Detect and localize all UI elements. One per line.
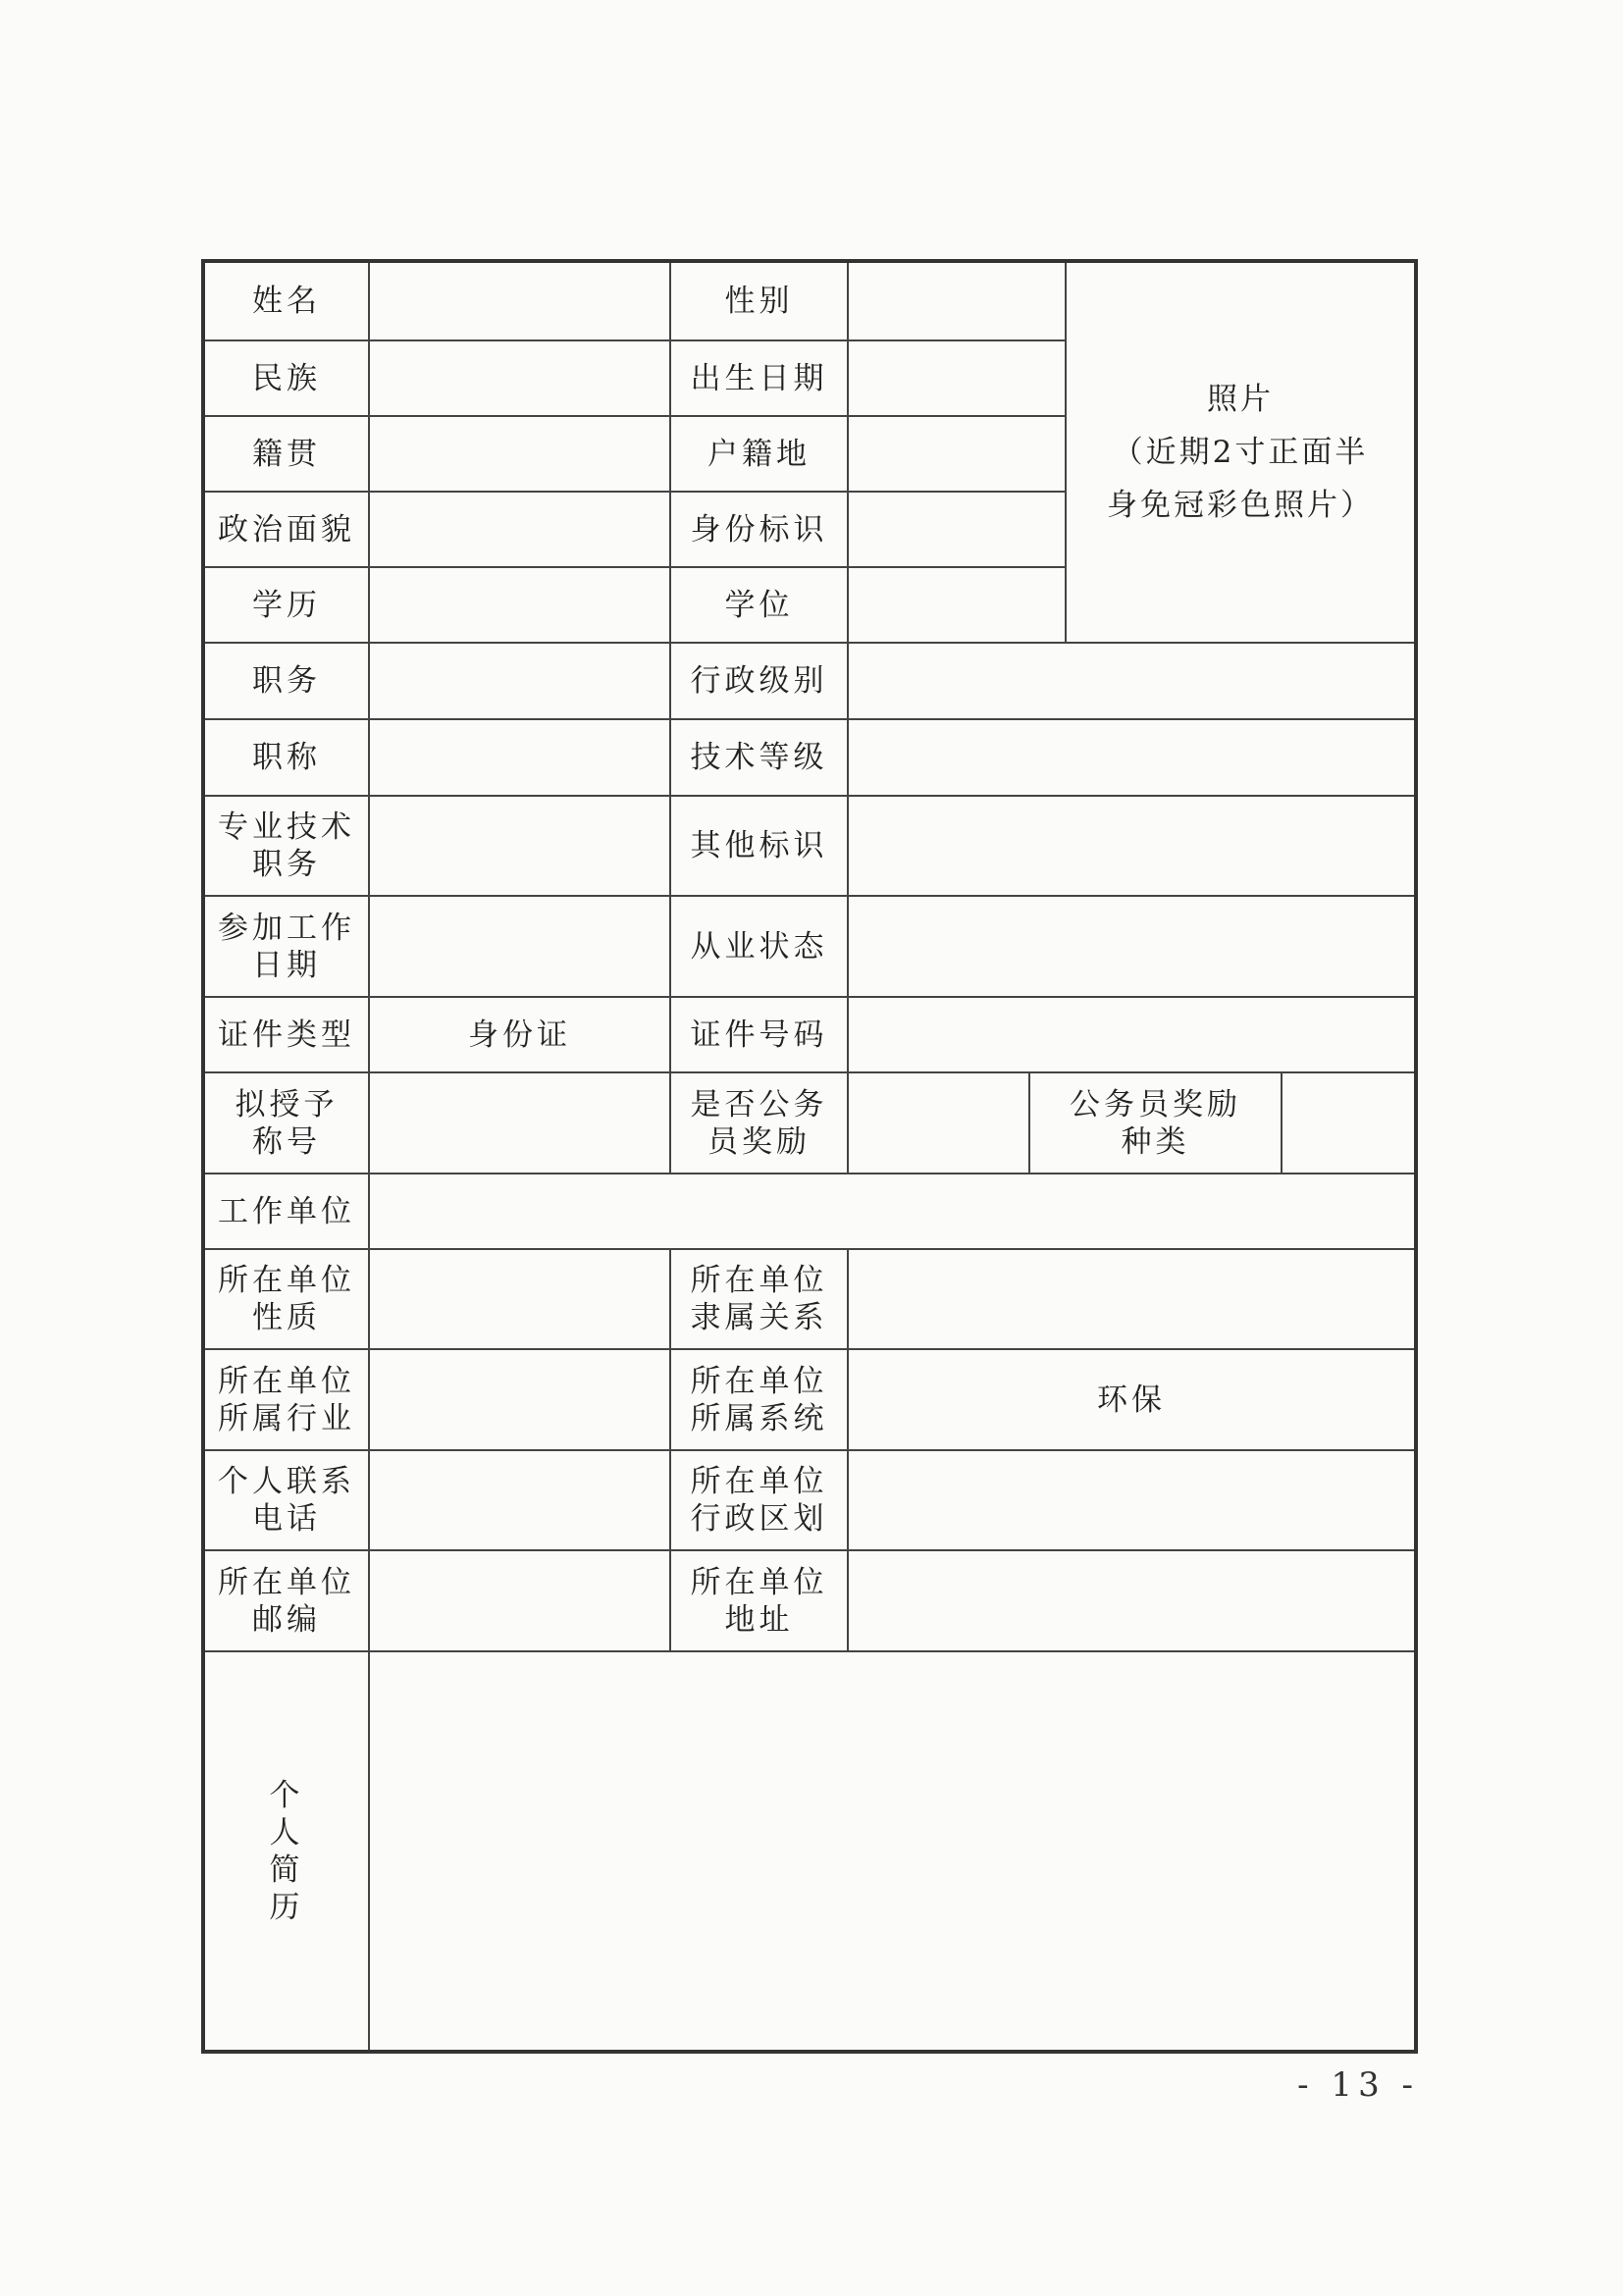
unit-nature-line1: 所在单位 <box>218 1263 355 1298</box>
ethnicity-field[interactable] <box>369 340 670 416</box>
birth-date-field[interactable] <box>848 340 1066 416</box>
name-label: 姓名 <box>205 263 369 340</box>
unit-region-label <box>670 1450 848 1550</box>
work-unit-label: 工作单位 <box>205 1174 369 1249</box>
resume-char-1: 个 <box>269 1777 304 1813</box>
resume-label <box>205 1651 369 2050</box>
unit-postcode-field[interactable] <box>369 1550 670 1651</box>
degree-label: 学位 <box>670 567 848 643</box>
civil-award-field[interactable] <box>848 1072 1029 1174</box>
unit-industry-line1: 所在单位 <box>218 1363 355 1399</box>
phone-label <box>205 1450 369 1550</box>
title-field[interactable] <box>369 719 670 796</box>
household-label: 户籍地 <box>670 416 848 492</box>
photo-title: 照片 <box>1207 382 1274 417</box>
identity-mark-label: 身份标识 <box>670 492 848 567</box>
native-place-label: 籍贯 <box>205 416 369 492</box>
id-type-label: 证件类型 <box>205 997 369 1072</box>
native-place-field[interactable] <box>369 416 670 492</box>
other-mark-label: 其他标识 <box>670 796 848 896</box>
honor-title-line2: 称号 <box>252 1123 321 1160</box>
honor-title-line1: 拟授予 <box>235 1086 339 1122</box>
household-field[interactable] <box>848 416 1066 492</box>
unit-address-line2: 地址 <box>724 1601 794 1638</box>
unit-system-line1: 所在单位 <box>690 1363 828 1399</box>
pro-tech-position-line1: 专业技术 <box>218 809 355 845</box>
work-start-label <box>205 896 369 997</box>
other-mark-field[interactable] <box>848 796 1414 896</box>
unit-address-field[interactable] <box>848 1550 1414 1651</box>
resume-char-2: 人 <box>269 1814 304 1851</box>
tech-grade-label: 技术等级 <box>670 719 848 796</box>
civil-award-kind-label <box>1029 1072 1282 1174</box>
resume-char-3: 简 <box>269 1852 304 1888</box>
unit-region-field[interactable] <box>848 1450 1414 1550</box>
degree-field[interactable] <box>848 567 1066 643</box>
unit-system-line2: 所属系统 <box>690 1400 828 1436</box>
civil-award-kind-line2: 种类 <box>1121 1123 1190 1160</box>
page-number: - 13 - <box>1297 2065 1419 2105</box>
pro-tech-position-line2: 职务 <box>252 847 321 882</box>
phone-line2: 电话 <box>252 1501 321 1537</box>
identity-mark-field[interactable] <box>848 492 1066 567</box>
unit-nature-field[interactable] <box>369 1249 670 1349</box>
photo-box[interactable] <box>1066 263 1414 643</box>
unit-nature-line2: 性质 <box>252 1300 321 1335</box>
unit-affiliation-field[interactable] <box>848 1249 1414 1349</box>
unit-affiliation-label <box>670 1249 848 1349</box>
unit-region-line1: 所在单位 <box>690 1464 828 1499</box>
work-start-line1: 参加工作 <box>218 910 355 946</box>
position-label: 职务 <box>205 643 369 719</box>
unit-affiliation-line2: 隶属关系 <box>690 1300 828 1335</box>
gender-field[interactable] <box>848 263 1066 340</box>
unit-region-line2: 行政区划 <box>690 1501 828 1537</box>
position-field[interactable] <box>369 643 670 719</box>
unit-system-field[interactable]: 环保 <box>848 1349 1414 1450</box>
unit-industry-label <box>205 1349 369 1450</box>
registration-form <box>201 259 1418 2054</box>
unit-industry-field[interactable] <box>369 1349 670 1450</box>
name-field[interactable] <box>369 263 670 340</box>
resume-char-4: 历 <box>269 1889 304 1925</box>
unit-postcode-line1: 所在单位 <box>218 1564 355 1600</box>
pro-tech-position-label <box>205 796 369 896</box>
unit-postcode-label <box>205 1550 369 1651</box>
unit-nature-label <box>205 1249 369 1349</box>
civil-award-label <box>670 1072 848 1174</box>
unit-system-label <box>670 1349 848 1450</box>
civil-award-line1: 是否公务 <box>690 1086 828 1122</box>
unit-postcode-line2: 邮编 <box>252 1601 321 1638</box>
resume-field[interactable] <box>369 1651 1414 2050</box>
unit-address-line1: 所在单位 <box>690 1564 828 1600</box>
ethnicity-label: 民族 <box>205 340 369 416</box>
title-label: 职称 <box>205 719 369 796</box>
work-start-line2: 日期 <box>252 947 321 983</box>
birth-date-label: 出生日期 <box>670 340 848 416</box>
pro-tech-position-field[interactable] <box>369 796 670 896</box>
political-label: 政治面貌 <box>205 492 369 567</box>
admin-level-label: 行政级别 <box>670 643 848 719</box>
id-number-label: 证件号码 <box>670 997 848 1072</box>
gender-label: 性别 <box>670 263 848 340</box>
id-number-field[interactable] <box>848 997 1414 1072</box>
civil-award-kind-field[interactable] <box>1282 1072 1414 1174</box>
tech-grade-field[interactable] <box>848 719 1414 796</box>
honor-title-label <box>205 1072 369 1174</box>
work-start-field[interactable] <box>369 896 670 997</box>
unit-affiliation-line1: 所在单位 <box>690 1263 828 1298</box>
id-type-field[interactable]: 身份证 <box>369 997 670 1072</box>
phone-field[interactable] <box>369 1450 670 1550</box>
civil-award-kind-line1: 公务员奖励 <box>1070 1086 1241 1122</box>
education-field[interactable] <box>369 567 670 643</box>
form-table <box>205 263 1414 2050</box>
unit-address-label <box>670 1550 848 1651</box>
employment-status-field[interactable] <box>848 896 1414 997</box>
photo-note-line1: （近期2寸正面半 <box>1112 435 1369 470</box>
political-field[interactable] <box>369 492 670 567</box>
unit-industry-line2: 所属行业 <box>218 1400 355 1436</box>
work-unit-field[interactable] <box>369 1174 1414 1249</box>
phone-line1: 个人联系 <box>218 1464 355 1499</box>
education-label: 学历 <box>205 567 369 643</box>
photo-note-line2: 身免冠彩色照片） <box>1107 488 1374 523</box>
honor-title-field[interactable] <box>369 1072 670 1174</box>
civil-award-line2: 员奖励 <box>707 1123 811 1160</box>
employment-status-label: 从业状态 <box>670 896 848 997</box>
admin-level-field[interactable] <box>848 643 1414 719</box>
